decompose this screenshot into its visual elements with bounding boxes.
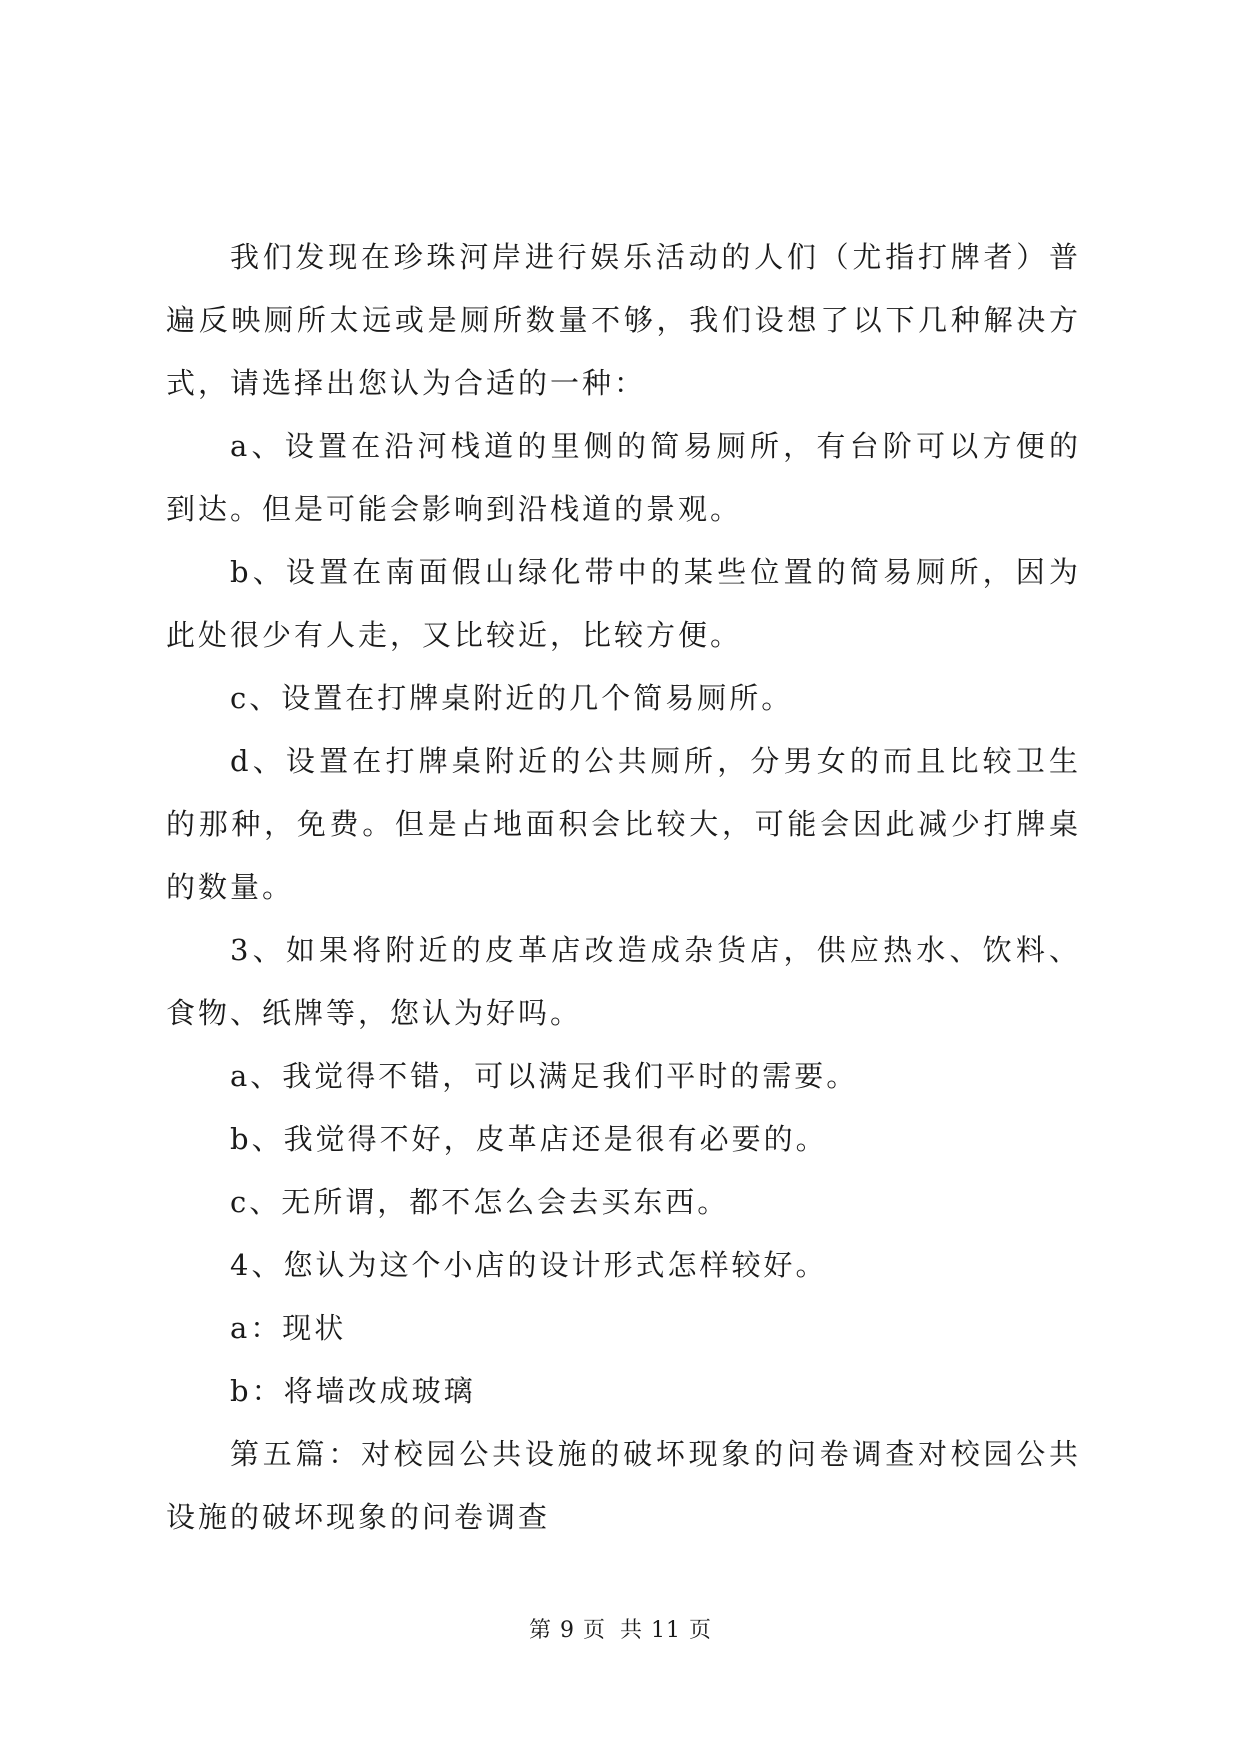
question-3-store: 3、如果将附近的皮革店改造成杂货店，供应热水、饮料、食物、纸牌等，您认为好吗。 [166, 933, 1081, 1030]
question-3-option-c: c、无所谓，都不怎么会去买东西。 [230, 1185, 730, 1219]
page-footer [0, 1613, 1241, 1644]
document-body [166, 226, 1081, 1549]
page-number: 第 9 页 [529, 1618, 606, 1643]
question-3-option-b: b、我觉得不好，皮革店还是很有必要的。 [230, 1122, 828, 1156]
section-five-title: 第五篇：对校园公共设施的破坏现象的问卷调查对校园公共设施的破坏现象的问卷调查 [166, 1437, 1081, 1534]
option-b-rockery-toilet: b、设置在南面假山绿化带中的某些位置的简易厕所，因为此处很少有人走，又比较近，比较方便。 [166, 555, 1081, 652]
page-total: 共 11 页 [620, 1618, 712, 1643]
paragraph-toilet-question: 我们发现在珍珠河岸进行娱乐活动的人们（尤指打牌者）普遍反映厕所太远或是厕所数量不够，我们设想了以下几种解决方式，请选择出您认为合适的一种： [166, 240, 1081, 400]
option-d-public-toilet: d、设置在打牌桌附近的公共厕所，分男女的而且比较卫生的那种，免费。但是占地面积会比较大，可能会因此减少打牌桌的数量。 [166, 744, 1081, 904]
question-4-option-a: a：现状 [230, 1311, 347, 1345]
question-4-option-b: b：将墙改成玻璃 [230, 1374, 476, 1408]
question-4-store-design: 4、您认为这个小店的设计形式怎样较好。 [230, 1248, 828, 1282]
option-a-riverside-toilet: a、设置在沿河栈道的里侧的简易厕所，有台阶可以方便的到达。但是可能会影响到沿栈道的景观。 [166, 429, 1081, 526]
option-c-table-toilets: c、设置在打牌桌附近的几个简易厕所。 [230, 681, 794, 715]
question-3-option-a: a、我觉得不错，可以满足我们平时的需要。 [230, 1059, 859, 1093]
